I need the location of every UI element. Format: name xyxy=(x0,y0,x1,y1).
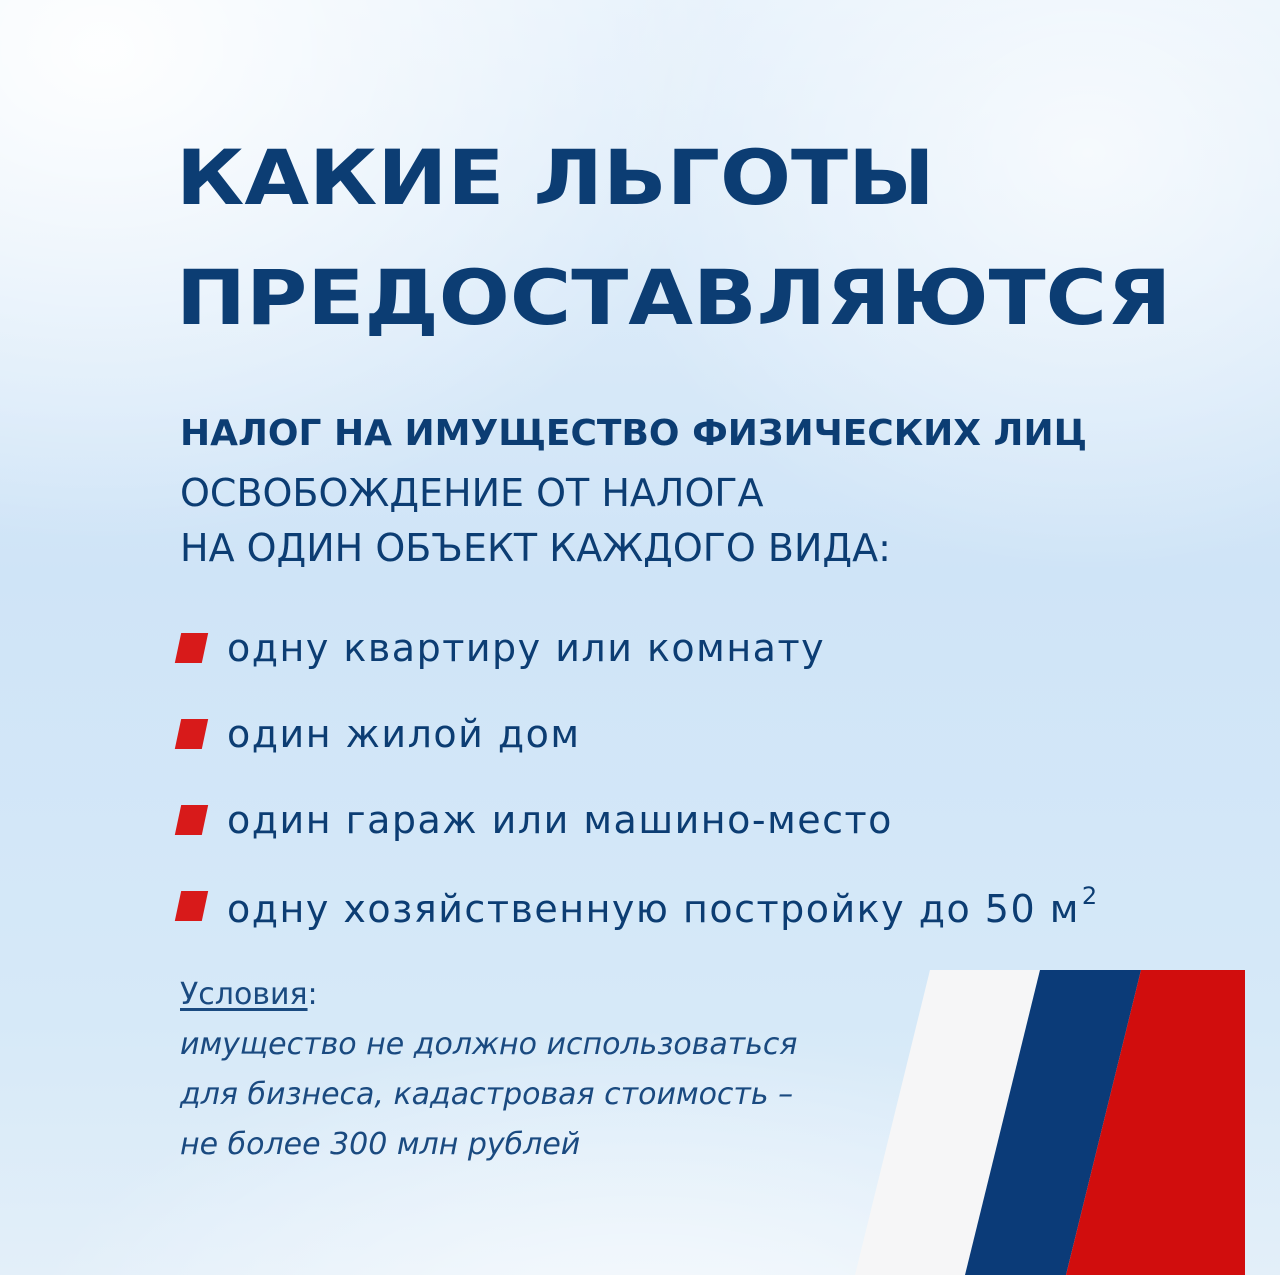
conditions-title: Условия xyxy=(180,977,308,1012)
lead-line-1: ОСВОБОЖДЕНИЕ ОТ НАЛОГА xyxy=(180,471,764,515)
benefit-item-outbuilding xyxy=(178,863,1099,949)
benefit-text: один жилой дом xyxy=(227,712,581,756)
conditions-title-colon: : xyxy=(307,977,318,1012)
benefit-item-apartment xyxy=(178,605,1099,691)
red-bullet-icon xyxy=(175,719,208,749)
flag-red-stripe xyxy=(1066,970,1245,1275)
title-line-2: ПРЕДОСТАВЛЯЮТСЯ xyxy=(176,253,1172,342)
red-bullet-icon xyxy=(175,633,208,663)
red-bullet-icon xyxy=(175,805,208,835)
benefit-text-main: одну хозяйственную постройку до 50 м xyxy=(227,886,1080,931)
benefit-text xyxy=(227,882,1099,931)
red-bullet-icon xyxy=(175,891,208,921)
conditions-line-1: имущество не должно использоваться xyxy=(180,1027,798,1062)
conditions-body xyxy=(180,1020,797,1170)
benefit-item-house xyxy=(178,691,1099,777)
lead-text xyxy=(180,466,891,576)
benefits-list xyxy=(178,605,1099,949)
conditions-heading xyxy=(180,977,318,1012)
flag-blue-stripe xyxy=(965,970,1141,1275)
page-title xyxy=(176,118,1171,358)
benefit-text: одну квартиру или комнату xyxy=(227,626,826,670)
section-heading: НАЛОГ НА ИМУЩЕСТВО ФИЗИЧЕСКИХ ЛИЦ xyxy=(180,413,1087,454)
conditions-block xyxy=(180,970,797,1170)
superscript-two: 2 xyxy=(1081,881,1099,910)
benefit-item-garage xyxy=(178,777,1099,863)
lead-line-2: НА ОДИН ОБЪЕКТ КАЖДОГО ВИДА: xyxy=(180,526,891,570)
title-line-1: КАКИЕ ЛЬГОТЫ xyxy=(176,133,935,222)
conditions-line-2: для бизнеса, кадастровая стоимость – xyxy=(180,1077,794,1112)
benefit-text: один гараж или машино-место xyxy=(227,798,893,842)
conditions-line-3: не более 300 млн рублей xyxy=(180,1127,581,1162)
flag-white-stripe xyxy=(855,970,1040,1275)
